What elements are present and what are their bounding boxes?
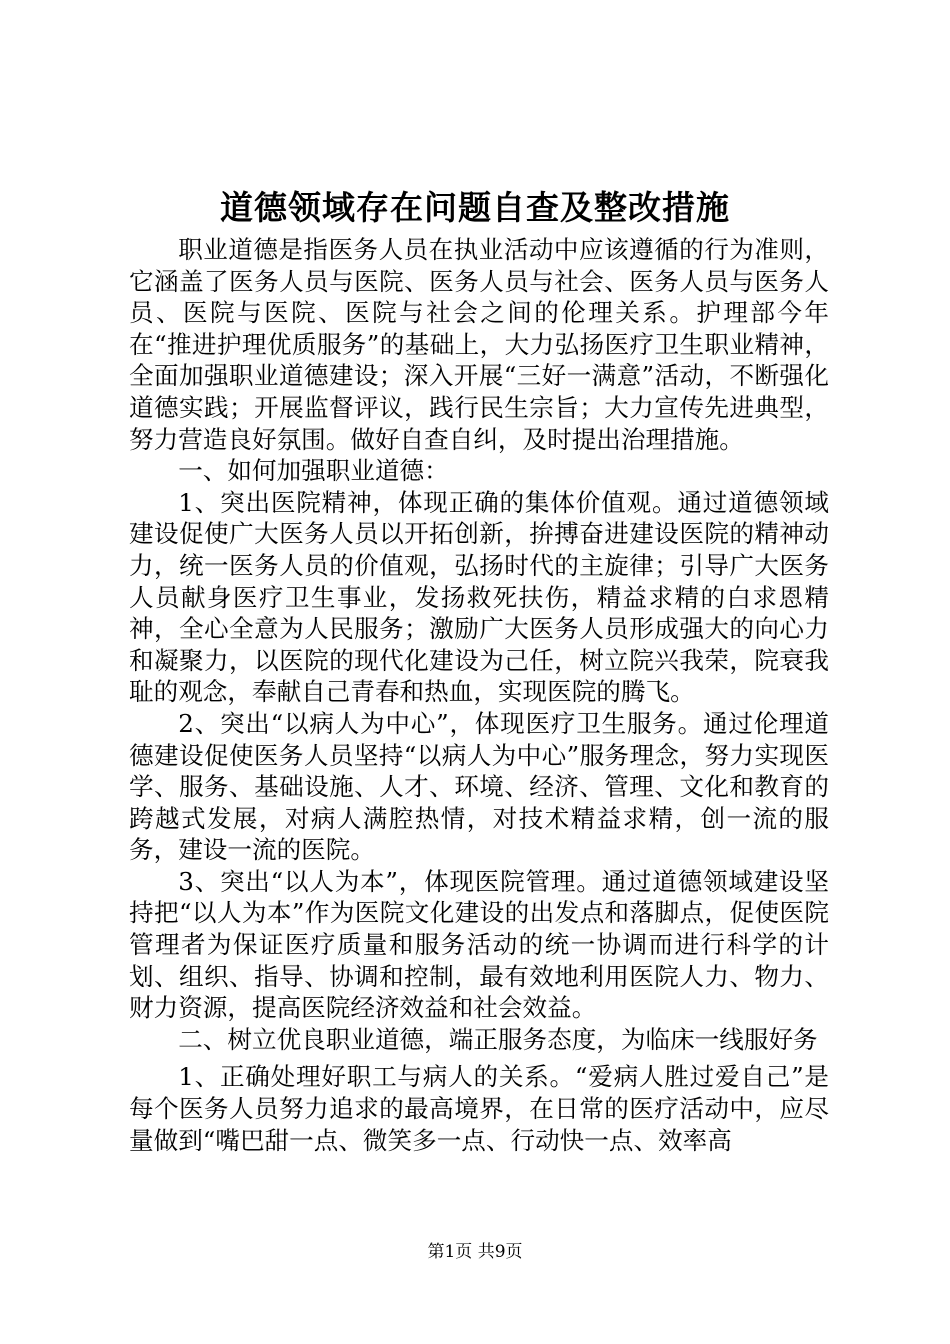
paragraph-item-2: 2、突出“以病人为中心”，体现医疗卫生服务。通过伦理道德建设促使医务人员坚持“以病人为中心”服务理念，努力实现医学、服务、基础设施、人才、环境、经济、管理、文化和教育的跨越式发展，对病人满腔热情，对技术精益求精，创一流的服务，建设一流的医院。 xyxy=(129,708,829,865)
heading-section-2: 二、树立优良职业道德，端正服务态度，为临床一线服好务 xyxy=(178,1024,818,1054)
document-body xyxy=(129,234,829,1156)
page-footer: 第1页 共9页 xyxy=(427,1242,523,1262)
heading-section-1: 一、如何加强职业道德： xyxy=(178,456,449,486)
paragraph-intro: 职业道德是指医务人员在执业活动中应该遵循的行为准则，它涵盖了医务人员与医院、医务人员与社会、医务人员与医务人员、医院与医院、医院与社会之间的伦理关系。护理部今年在“推进护理优质服务”的基础上，大力弘扬医疗卫生职业精神，全面加强职业道德建设；深入开展“三好一满意”活动，不断强化道德实践；开展监督评议，践行民生宗旨；大力宣传先进典型，努力营造良好氛围。做好自查自纠，及时提出治理措施。 xyxy=(129,235,829,454)
paragraph-section-2-item-1: 1、正确处理好职工与病人的关系。“爱病人胜过爱自己”是每个医务人员努力追求的最高境界，在日常的医疗活动中，应尽量做到“嘴巴甜一点、微笑多一点、行动快一点、效率高 xyxy=(129,1062,829,1155)
document-title: 道德领域存在问题自查及整改措施 xyxy=(220,188,730,227)
paragraph-item-3: 3、突出“以人为本”，体现医院管理。通过道德领域建设坚持把“以人为本”作为医院文化建设的出发点和落脚点，促使医院管理者为保证医疗质量和服务活动的统一协调而进行科学的计划、组织、指导、协调和控制，最有效地利用医院人力、物力、财力资源，提高医院经济效益和社会效益。 xyxy=(129,866,829,1023)
paragraph-item-1: 1、突出医院精神，体现正确的集体价值观。通过道德领域建设促使广大医务人员以开拓创新，拚搏奋进建设医院的精神动力，统一医务人员的价值观，弘扬时代的主旋律；引导广大医务人员献身医疗卫生事业，发扬救死扶伤，精益求精的白求恩精神，全心全意为人民服务；激励广大医务人员形成强大的向心力和凝聚力，以医院的现代化建设为己任，树立院兴我荣，院衰我耻的观念，奉献自己青春和热血，实现医院的腾飞。 xyxy=(129,487,829,707)
